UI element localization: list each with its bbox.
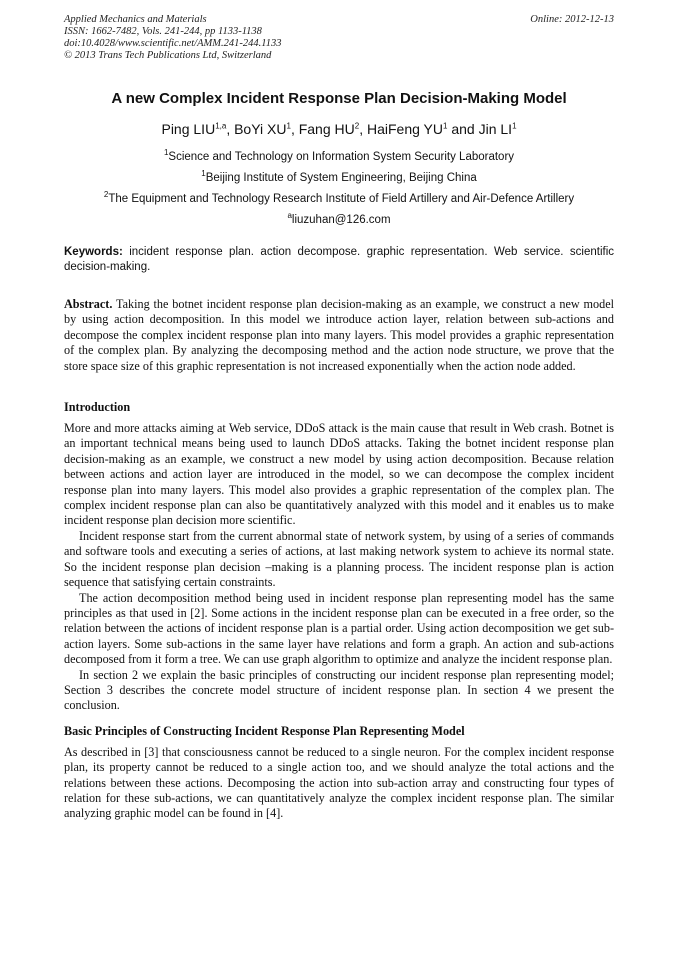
- abstract-label: Abstract.: [64, 297, 113, 311]
- keywords-label: Keywords:: [64, 246, 123, 258]
- affiliation: [64, 150, 614, 164]
- journal-header: [64, 14, 614, 62]
- paragraph: In section 2 we explain the basic principles of constructing our incident response plan representing model; Section 3 describes the concrete model structure of incident response plan. In section 4 we present the conclusion.: [64, 667, 614, 713]
- paragraph: Incident response start from the current abnormal state of network system, by using of a series of commands and software tools and executing a series of actions, at last making network system to achieve its normal state. So the incident response plan decision –making is a planning process. The incident response plan is action sequence that satisfying certain constraints.: [64, 528, 614, 590]
- author-name: Fang HU: [298, 121, 355, 137]
- author-name: Jin LI: [478, 121, 513, 137]
- paper-page: [64, 14, 614, 822]
- section-basic-principles: [64, 745, 614, 822]
- author-conjunction: and: [447, 121, 479, 137]
- affiliation-text: The Equipment and Technology Research Institute of Field Artillery and Air-Defence Artillery: [108, 193, 575, 205]
- affiliation-text: Science and Technology on Information System Security Laboratory: [168, 151, 515, 163]
- author-name: BoYi XU: [234, 121, 287, 137]
- abstract-text: Taking the botnet incident response plan decision-making as an example, we construct a new model by using action decomposition. In this model we introduce action layer, relation between sub-actions and decompose the complex incident response plan into many layers. This model provides a graphic representation of the complex plan. By analyzing the decomposing method and the action node structure, we prove that the store space size of this graphic representation is not increased exponentially when the action node added.: [64, 297, 614, 373]
- author-sup: 1,a: [215, 121, 227, 131]
- paragraph: More and more attacks aiming at Web service, DDoS attack is the main cause that result in Web crash. Botnet is an important technical means being used to launch DDoS attacks. Taking the botnet incident response plan decision-making as an example, we construct a new model by using action decomposition. Because relation between actions and action layer are introduced in the model, so we can decompose the complex incident response plan into many layers. This model also provides a graphic representation of the complex plan. The complex incident response plan can also be quantitatively analyzed with this model and it enables us to make incident response plan decision more scientific.: [64, 421, 614, 528]
- affiliation: [64, 171, 614, 185]
- author-sup: 1: [286, 121, 291, 131]
- author-separator: ,: [226, 121, 235, 137]
- paragraph: The action decomposition method being used in incident response plan representing model has the same principles as that used in [2]. Some actions in the incident response plan can be executed in a free order, so the relation between the actions of incident response plan is a partial order. Using action decomposition we get sub-action layers. Some sub-actions in the same layer have relations and form a graph. An action and sub-actions decomposed from it form a tree. We can use graph algorithm to optimize and analyze the incident response plan.: [64, 590, 614, 667]
- author-sup: 1: [512, 121, 517, 131]
- email-text: liuzuhan@126.com: [291, 214, 391, 226]
- author-email: [64, 213, 614, 227]
- author-name: Ping LIU: [161, 121, 216, 137]
- affiliation-text: Beijing Institute of System Engineering, Beijing China: [205, 172, 477, 184]
- paper-title: A new Complex Incident Response Plan Decision-Making Model: [111, 90, 567, 107]
- online-date: Online: 2012-12-13: [530, 14, 614, 25]
- affiliation-sup: 1: [201, 169, 206, 179]
- keywords-text: incident response plan. action decompose. graphic representation. Web service. scientific decision-making.: [64, 246, 614, 273]
- affiliation-sup: 1: [163, 148, 169, 158]
- paragraph: As described in [3] that consciousness cannot be reduced to a single neuron. For the complex incident response plan, its property cannot be reduced to a single action too, and we should analyze the total actions and the relations between these actions. Decomposing the action into sub-action array and constructing four types of relation for these sub-actions, we can quantitatively analyze the complex incident response plan. The similar analyzing graphic model can be found in [4].: [64, 744, 614, 821]
- affiliation-sup: a: [287, 211, 292, 221]
- issn-line: ISSN: 1662-7482, Vols. 241-244, pp 1133-1138: [64, 26, 262, 37]
- author-list: [64, 120, 614, 138]
- author-sup: 2: [354, 121, 360, 131]
- keywords: [64, 245, 614, 275]
- section-heading-basic-principles: Basic Principles of Constructing Incident Response Plan Representing Model: [64, 723, 465, 738]
- author-separator: ,: [359, 121, 367, 137]
- author-separator: ,: [290, 121, 299, 137]
- section-introduction: [64, 421, 614, 714]
- affiliation-sup: 2: [103, 190, 109, 200]
- abstract: [64, 297, 614, 374]
- journal-name: Applied Mechanics and Materials: [64, 14, 207, 25]
- copyright-line: © 2013 Trans Tech Publications Ltd, Switzerland: [64, 50, 272, 61]
- doi-line: doi:10.4028/www.scientific.net/AMM.241-244.1133: [64, 38, 282, 49]
- author-sup: 1: [443, 121, 448, 131]
- section-heading-introduction: Introduction: [64, 400, 131, 415]
- author-name: HaiFeng YU: [366, 121, 443, 137]
- affiliation: [64, 192, 614, 206]
